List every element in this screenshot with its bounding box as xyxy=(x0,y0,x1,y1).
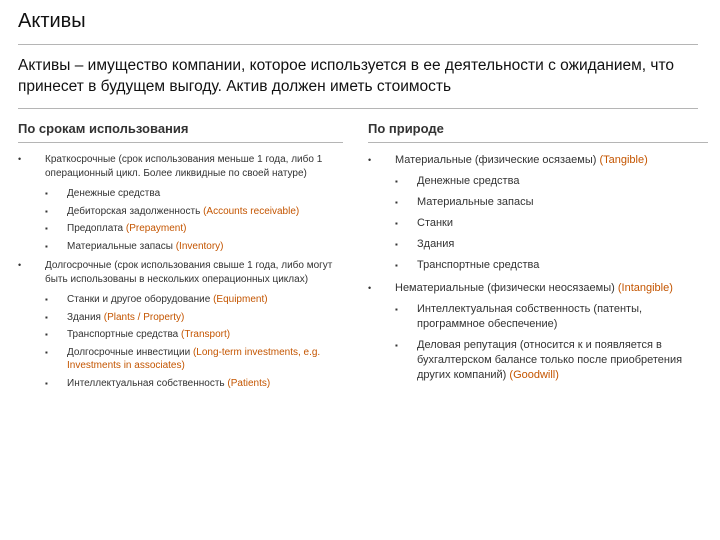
item-label: Предоплата xyxy=(67,223,126,234)
list-item xyxy=(395,302,708,332)
list-item xyxy=(395,174,708,189)
slide-title: Активы xyxy=(18,10,86,32)
list-item xyxy=(45,187,343,201)
item-label: Транспортные средства xyxy=(417,259,540,271)
sub-bullet-icon: ▪ xyxy=(45,312,48,322)
item-english-term: (Plants / Property) xyxy=(103,311,185,323)
item-english-term: (Long-term investments, e.g. Investments in associates) xyxy=(67,346,321,371)
sub-bullet-icon: ▪ xyxy=(45,189,48,198)
sub-bullet-icon: ▪ xyxy=(45,378,48,388)
lead-divider xyxy=(18,108,698,109)
item-english-term: (Equipment) xyxy=(213,294,268,305)
list-item xyxy=(395,195,708,210)
item-english-term: (Inventory) xyxy=(175,240,224,252)
column-by-usage-period xyxy=(18,121,343,396)
bullet-icon: • xyxy=(18,260,22,270)
sub-bullet-icon: ▪ xyxy=(395,177,398,186)
tangible-english-term: (Tangible) xyxy=(599,154,648,166)
sub-bullet-icon: ▪ xyxy=(395,198,398,207)
list-item xyxy=(45,222,343,236)
item-label: Деловая репутация (относится к и появляется в бухгалтерском балансе только после приобретения других компаний) xyxy=(417,339,683,381)
definition-text: Активы – имущество компании, которое используется в ее деятельности с ожиданием, что принесет в будущем выгоду. Актив должен иметь стоимость xyxy=(18,57,675,95)
sub-bullet-icon: ▪ xyxy=(395,341,398,350)
item-label: Транспортные средства xyxy=(67,329,181,340)
list-item-short-term xyxy=(18,153,343,253)
item-label: Здания xyxy=(67,311,104,323)
item-label: Долгосрочные инвестиции xyxy=(67,346,193,358)
list-item xyxy=(45,311,343,325)
item-label: Станки и другое оборудование xyxy=(67,294,214,305)
sub-bullet-icon: ▪ xyxy=(45,347,48,357)
item-label: Дебиторская задолженность xyxy=(67,205,204,217)
list-item xyxy=(45,240,343,254)
item-english-term: (Patients) xyxy=(227,377,271,389)
bullet-icon: • xyxy=(368,155,372,165)
list-item xyxy=(45,205,343,219)
list-item-tangible xyxy=(368,153,708,273)
list-item xyxy=(395,216,708,231)
list-item xyxy=(45,377,343,391)
list-item xyxy=(45,293,343,307)
item-english-term: (Transport) xyxy=(181,329,231,340)
intangible-text: Нематериальные (физически неосязаемы) xyxy=(395,282,618,294)
list-item xyxy=(395,338,708,383)
list-item xyxy=(395,237,708,252)
list-item xyxy=(45,346,343,373)
item-label: Интеллектуальная собственность (патенты, программное обеспечение) xyxy=(417,303,643,330)
item-label: Денежные средства xyxy=(67,188,161,199)
item-english-term: (Prepayment) xyxy=(125,223,187,234)
long-term-text: Долгосрочные (срок использования свыше 1 года, либо могут быть использованы в нескольких операционных циклах) xyxy=(45,260,333,285)
column-heading-divider xyxy=(368,142,708,143)
sub-bullet-icon: ▪ xyxy=(45,224,48,233)
tangible-text: Материальные (физические осязаемы) xyxy=(395,154,600,166)
list-item-intangible xyxy=(368,281,708,383)
sub-bullet-icon: ▪ xyxy=(45,206,48,216)
item-label: Денежные средства xyxy=(417,175,520,187)
item-label: Материальные запасы xyxy=(417,196,534,208)
list-item xyxy=(395,258,708,273)
bullet-icon: • xyxy=(368,283,372,293)
list-item xyxy=(45,328,343,342)
item-english-term: (Accounts receivable) xyxy=(203,205,300,217)
column-heading-divider xyxy=(18,142,343,143)
item-label: Станки xyxy=(417,217,454,229)
sub-bullet-icon: ▪ xyxy=(45,330,48,339)
sub-bullet-icon: ▪ xyxy=(395,305,398,314)
bullet-icon: • xyxy=(18,154,22,164)
sub-bullet-icon: ▪ xyxy=(395,240,398,249)
sub-bullet-icon: ▪ xyxy=(395,261,398,270)
item-english-term: (Goodwill) xyxy=(509,369,559,381)
sub-bullet-icon: ▪ xyxy=(395,219,398,228)
item-label: Здания xyxy=(417,238,455,250)
sub-bullet-icon: ▪ xyxy=(45,295,48,304)
column-by-nature xyxy=(368,121,708,391)
short-term-text: Краткосрочные (срок использования меньше 1 года, либо 1 операционный цикл. Более ликвидные по своей натуре) xyxy=(45,154,323,179)
item-label: Интеллектуальная собственность xyxy=(67,377,228,389)
column-heading-usage: По срокам использования xyxy=(18,121,189,136)
intangible-english-term: (Intangible) xyxy=(617,282,673,294)
item-label: Материальные запасы xyxy=(67,240,176,252)
list-item-long-term xyxy=(18,259,343,390)
title-divider xyxy=(18,44,698,45)
sub-bullet-icon: ▪ xyxy=(45,241,48,251)
column-heading-nature: По природе xyxy=(368,121,444,136)
